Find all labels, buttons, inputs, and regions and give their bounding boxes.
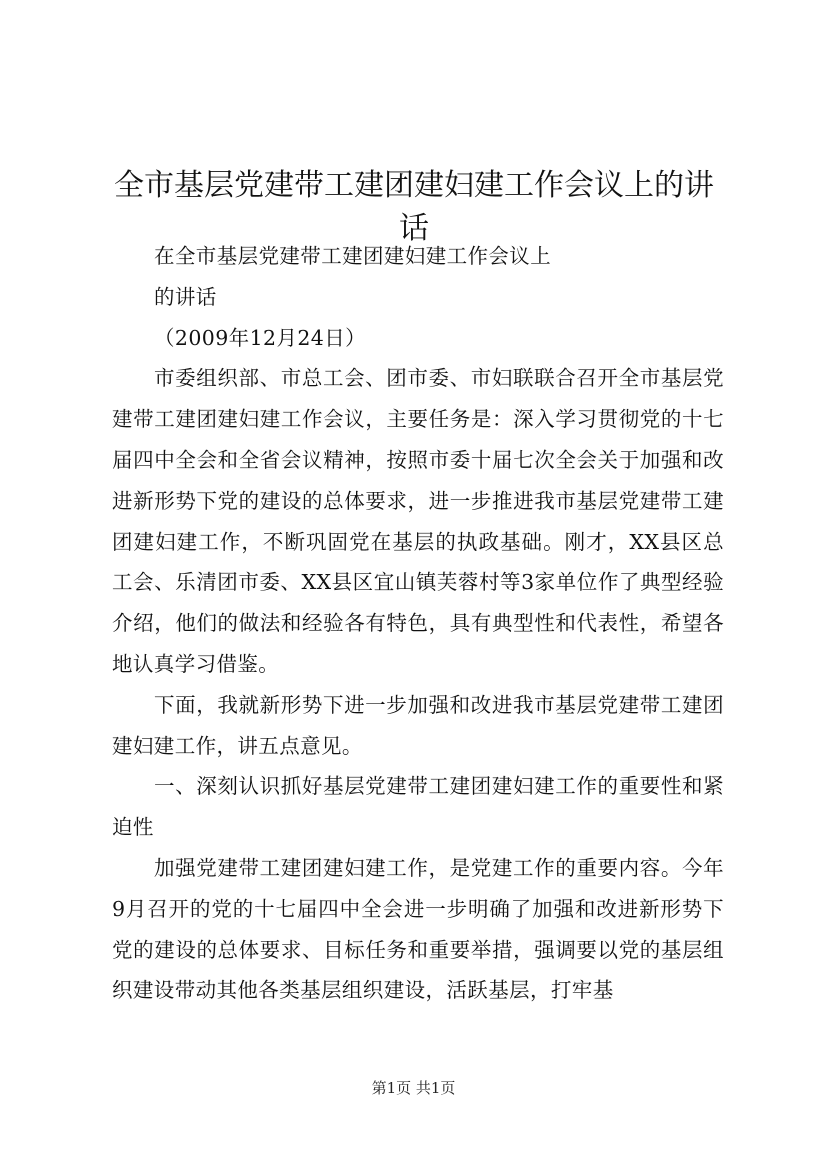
document-title: 全市基层党建带工建团建妇建工作会议上的讲话 (114, 168, 714, 247)
subtitle-line-2: 的讲话 (154, 284, 217, 309)
speech-date: （2009年12月24日） (154, 325, 367, 350)
paragraph-3: 加强党建带工建团建妇建工作，是党建工作的重要内容。今年9月召开的党的十七届四中全会进一步明确了加强和改进新形势下党的建设的总体要求、目标任务和重要举措，强调要以党的基层组织建设带动其他各类基层组织建设，活跃基层，打牢基 (112, 855, 724, 1003)
paragraph-1: 市委组织部、市总工会、团市委、市妇联联合召开全市基层党建带工建团建妇建工作会议，主要任务是：深入学习贯彻党的十七届四中全会和全省会议精神，按照市委十届七次全会关于加强和改进新形势下党的建设的总体要求，进一步推进我市基层党建带工建团建妇建工作，不断巩固党在基层的执政基础。刚才，XX县区总工会、乐清团市委、XX县区宜山镇芙蓉村等3家单位作了典型经验介绍，他们的做法和经验各有特色，具有典型性和代表性，希望各地认真学习借鉴。 (112, 366, 724, 676)
subtitle-line-1: 在全市基层党建带工建团建妇建工作会议上 (154, 244, 552, 268)
section-heading-1: 一、深刻认识抓好基层党建带工建团建妇建工作的重要性和紧迫性 (112, 774, 724, 840)
document-body (112, 236, 724, 1011)
paragraph-2: 下面，我就新形势下进一步加强和改进我市基层党建带工建团建妇建工作，讲五点意见。 (112, 692, 724, 758)
page-footer: 第1页 共1页 (371, 1079, 456, 1097)
